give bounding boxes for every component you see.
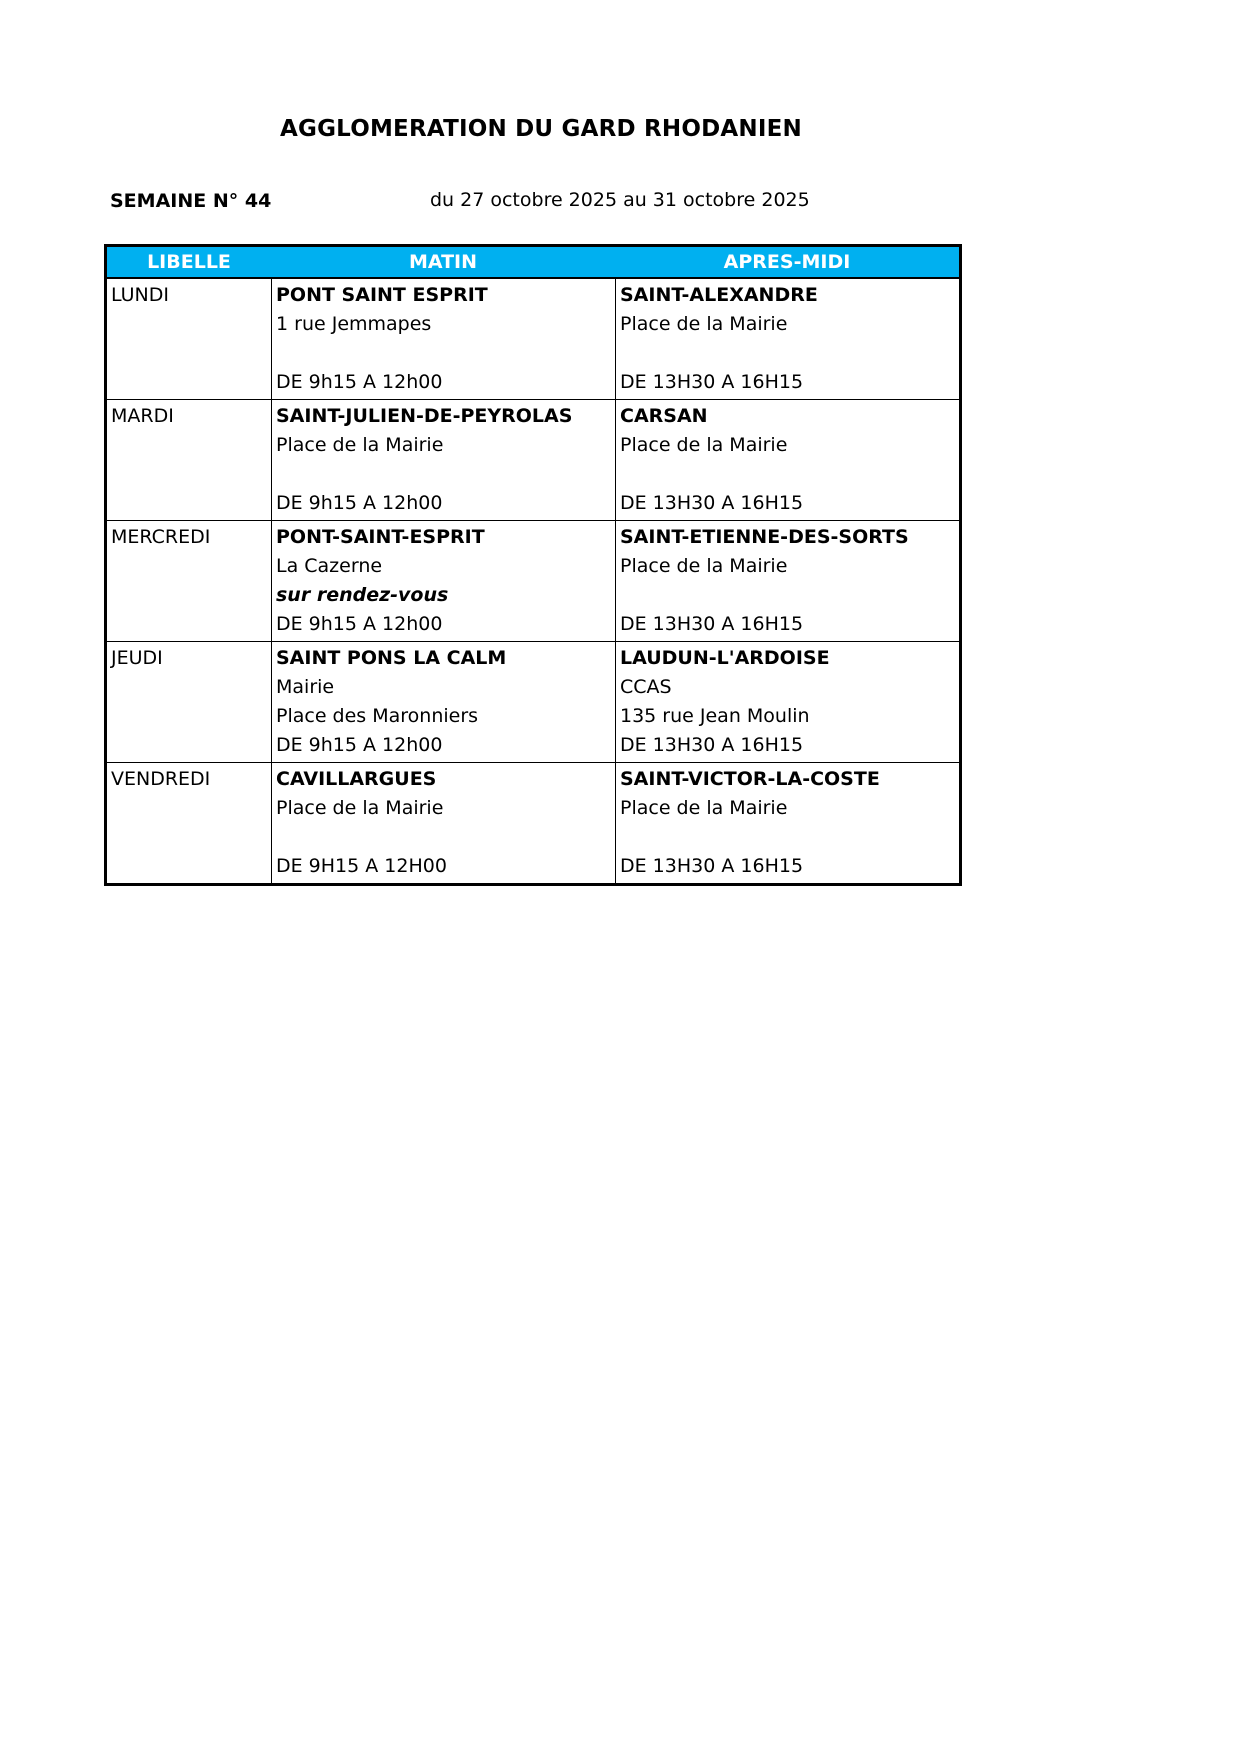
apres-midi-location: SAINT-ALEXANDRE	[620, 284, 818, 306]
apres-midi-hours: DE 13H30 A 16H15	[620, 613, 804, 635]
apres-midi-hours: DE 13H30 A 16H15	[620, 734, 804, 756]
header-matin: MATIN	[408, 251, 478, 273]
day-cell	[107, 400, 271, 520]
apres-midi-extra	[620, 823, 959, 852]
matin-location: PONT SAINT ESPRIT	[276, 284, 488, 306]
apres-midi-extra: 135 rue Jean Moulin	[620, 705, 810, 727]
matin-extra	[276, 339, 615, 368]
matin-extra	[276, 823, 615, 852]
apres-midi-location: LAUDUN-L'ARDOISE	[620, 647, 830, 669]
header-apres-midi: APRES-MIDI	[723, 251, 851, 273]
apres-midi-hours: DE 13H30 A 16H15	[620, 492, 804, 514]
apres-midi-address: Place de la Mairie	[620, 555, 788, 577]
matin-cell	[271, 279, 615, 399]
table-header	[107, 247, 959, 278]
apres-midi-extra	[620, 460, 959, 489]
page-title: AGGLOMERATION DU GARD RHODANIEN	[280, 116, 802, 142]
apres-midi-cell	[615, 279, 959, 399]
matin-location: SAINT PONS LA CALM	[276, 647, 507, 669]
date-range: du 27 octobre 2025 au 31 octobre 2025	[430, 189, 810, 211]
apres-midi-cell	[615, 400, 959, 520]
matin-extra	[276, 460, 615, 489]
matin-location: SAINT-JULIEN-DE-PEYROLAS	[276, 405, 573, 427]
apres-midi-cell	[615, 763, 959, 883]
apres-midi-hours: DE 13H30 A 16H15	[620, 371, 804, 393]
matin-address: La Cazerne	[276, 555, 383, 577]
table-row	[107, 278, 959, 399]
day-label: LUNDI	[111, 284, 169, 306]
day-label: JEUDI	[111, 647, 163, 669]
matin-location: PONT-SAINT-ESPRIT	[276, 526, 485, 548]
apres-midi-location: CARSAN	[620, 405, 708, 427]
apres-midi-location: SAINT-VICTOR-LA-COSTE	[620, 768, 880, 790]
matin-address: Place de la Mairie	[276, 434, 444, 456]
matin-hours: DE 9h15 A 12h00	[276, 734, 443, 756]
matin-address: Place de la Mairie	[276, 797, 444, 819]
apres-midi-address: Place de la Mairie	[620, 434, 788, 456]
table-row	[107, 520, 959, 641]
matin-hours: DE 9H15 A 12H00	[276, 855, 447, 877]
apres-midi-cell	[615, 521, 959, 641]
day-label: VENDREDI	[111, 768, 211, 790]
apres-midi-cell	[615, 642, 959, 762]
matin-address: Mairie	[276, 676, 335, 698]
header-libelle: LIBELLE	[147, 251, 231, 273]
day-cell	[107, 763, 271, 883]
table-row	[107, 641, 959, 762]
table-row	[107, 762, 959, 883]
table-row	[107, 399, 959, 520]
matin-address: 1 rue Jemmapes	[276, 313, 432, 335]
matin-hours: DE 9h15 A 12h00	[276, 492, 443, 514]
apres-midi-extra	[620, 339, 959, 368]
matin-cell	[271, 642, 615, 762]
apres-midi-extra	[620, 581, 959, 610]
matin-appointment-note: sur rendez-vous	[276, 584, 449, 606]
matin-hours: DE 9h15 A 12h00	[276, 371, 443, 393]
day-cell	[107, 521, 271, 641]
apres-midi-location: SAINT-ETIENNE-DES-SORTS	[620, 526, 909, 548]
matin-cell	[271, 763, 615, 883]
day-label: MARDI	[111, 405, 174, 427]
matin-cell	[271, 400, 615, 520]
schedule-table	[104, 244, 962, 886]
apres-midi-address: CCAS	[620, 676, 672, 698]
apres-midi-address: Place de la Mairie	[620, 797, 788, 819]
matin-extra: Place des Maronniers	[276, 705, 479, 727]
matin-location: CAVILLARGUES	[276, 768, 437, 790]
apres-midi-address: Place de la Mairie	[620, 313, 788, 335]
week-number: SEMAINE N° 44	[110, 190, 272, 212]
day-cell	[107, 279, 271, 399]
matin-cell	[271, 521, 615, 641]
apres-midi-hours: DE 13H30 A 16H15	[620, 855, 804, 877]
day-cell	[107, 642, 271, 762]
day-label: MERCREDI	[111, 526, 211, 548]
matin-hours: DE 9h15 A 12h00	[276, 613, 443, 635]
